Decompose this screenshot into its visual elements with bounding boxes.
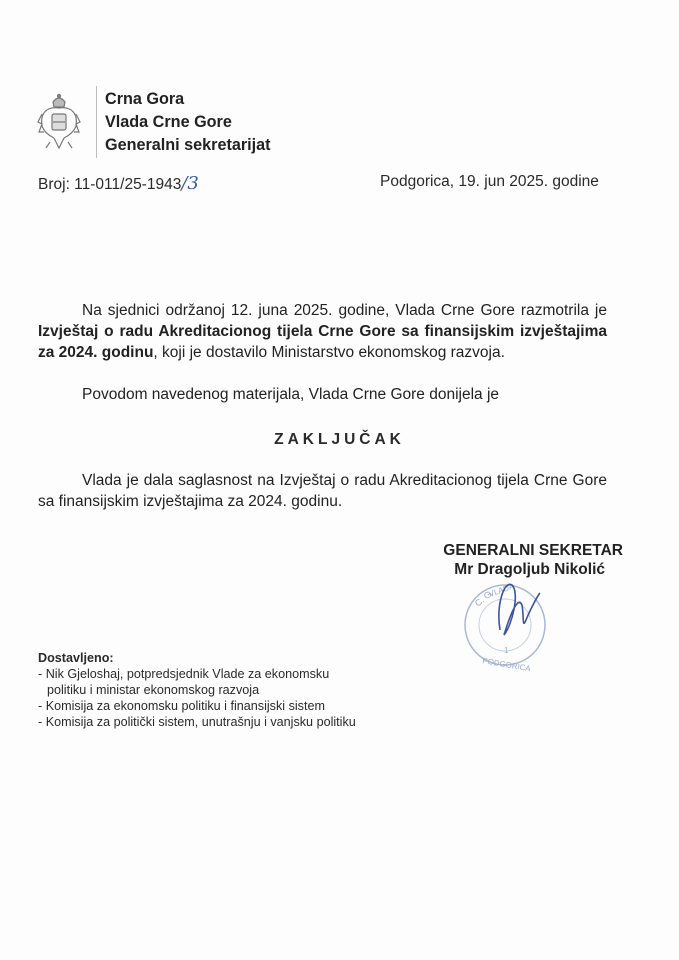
svg-text:VLADA: VLADA [487, 581, 516, 599]
distribution-list [38, 650, 356, 730]
header-country: Crna Gora [105, 89, 185, 108]
distribution-item: - Komisija za politički sistem, unutrašnju i vanjsku politiku [38, 715, 356, 729]
distribution-item: - Komisija za ekonomsku politiku i finansijski sistem [38, 699, 325, 713]
report-title-bold: Izvještaj o radu Akreditacionog tijela Crne Gore sa finansijskim izvještajima za 2024. godinu [38, 323, 607, 361]
conclusion-title: ZAKLJUČAK [274, 431, 405, 448]
distribution-item-continuation: politiku i ministar ekonomskog razvoja [47, 683, 260, 697]
place-date: Podgorica, 19. jun 2025. godine [380, 173, 599, 190]
handwritten-suffix: /3 [181, 173, 199, 194]
body-paragraph-1: Na sjednici održanoj 12. juna 2025. godine, Vlada Crne Gore razmotrila je Izvještaj o radu Akreditacionog tijela Crne Gore sa finansijskim izvještajima za 2024. godinu, koji je dostavilo Ministarstvo ekonomskog razvoja. [38, 302, 607, 361]
signatory-role: GENERALNI SEKRETAR [443, 542, 623, 559]
svg-text:PODGORICA: PODGORICA [481, 656, 532, 674]
distribution-item: - Nik Gjeloshaj, potpredsjednik Vlade za ekonomsku [38, 667, 330, 681]
distribution-heading: Dostavljeno: [38, 651, 114, 665]
svg-text:C. G.: C. G. [472, 587, 496, 609]
conclusion-text: Vlada je dala saglasnost na Izvještaj o radu Akreditacionog tijela Crne Gore sa finansijskim izvještajima za 2024. godinu. [38, 472, 607, 510]
coat-of-arms-icon [36, 92, 82, 152]
letterhead [36, 84, 271, 160]
header-government: Vlada Crne Gore [105, 112, 232, 131]
signatory-name: Mr Dragoljub Nikolić [454, 561, 605, 578]
reference-number: Broj: 11-011/25-1943/3 [38, 173, 199, 194]
svg-text:1: 1 [504, 646, 509, 655]
header-divider [96, 86, 97, 158]
signature-block [443, 541, 623, 579]
official-stamp-and-signature-icon [460, 575, 570, 675]
body-paragraph-2: Povodom navedenog materijala, Vlada Crne Gore donijela je [82, 386, 500, 403]
header-secretariat: Generalni sekretarijat [105, 135, 271, 154]
